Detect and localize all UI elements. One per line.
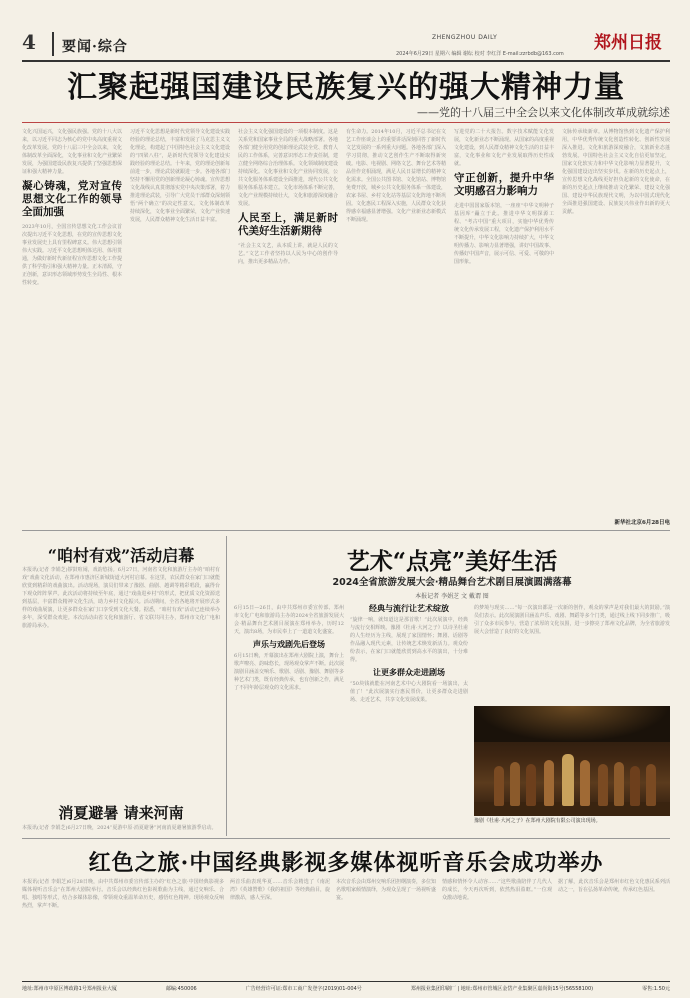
footer-price: 零售:1.50元 [642,986,670,992]
top-subtitle: ——党的十八届三中全会以来文化体制改革成就综述 [417,106,670,119]
yishu-heading: 经典与流行让艺术绽放 [369,604,449,613]
article-column: 习近平文化思想是新时代党领导文化建设实践经验的理论总结，丰富和发展了马克思主义文化理论，构建起了中国特色社会主义文化建设的“四梁八柱”，是新时代党领导文化建设实践经验的理论总结。十年来，党的理论创新每前进一步，理论武装就跟进一步。各地各部门坚持不懈用党的创新理论凝心铸魂。宣传思想文化战线认真贯彻落实党中央决策部署，着力推进理论武装，引导广大党员干部群众深刻领悟“两个确立”的决定性意义。文化体制改革持续深化，文化事业全面繁荣，文化产业快速发展，人民群众精神文化生活日益丰富。 [130,129,230,223]
article-column: 有生命力。2014年10月，习近平总书记在文艺工作座谈会上的重要讲话深刻回答了新时代文艺发展的一系列重大问题。各地各部门深入学习贯彻，推动文艺创作生产不断取得新突破。电影、电视剧、网络文艺、舞台艺术等精品佳作竞相涌现，满足人民日益增长的精神文化需求。全国公共图书馆、文化馆站、博物馆免费开放，城乡公共文化服务体系一体建设，农家书屋、乡村文化站等基层文化阵地不断巩固。文化惠民工程深入实施，人民群众文化获得感幸福感显著增强。文化产业新业态新模式不断涌现。 [346,129,446,223]
section-heading: 守正创新，提升中华文明感召力影响力 [454,172,554,197]
top-rule [22,122,670,123]
header-separator [52,32,54,56]
section-heading: 人民至上，满足新时代美好生活新期待 [238,212,338,237]
xiaoshu-headline: 消夏避暑 请来河南 [58,804,184,822]
section-rule [22,838,670,839]
section-heading: 凝心铸魂，党对宣传思想文化工作的领导全面加强 [22,180,122,218]
hongse-column: 据了解，此次音乐会是郑州市红色文化惠民系列活动之一，旨在弘扬革命传统，传承红色基因。 [558,879,670,893]
footer-postcode: 邮编:450006 [165,986,197,992]
photo-caption: 豫剧《杜甫·大河之子》在郑州大剧院有限公司演出现场。 [474,818,601,824]
hongse-headline: 红色之旅·中国经典影视多媒体视听音乐会成功举办 [88,850,604,876]
paper-logo: 郑州日报 [594,33,662,53]
footer [22,985,670,992]
yishu-subtitle: 2024全省旅游发展大会·精品舞台艺术剧目展演圆满落幕 [332,577,572,588]
xiaoshu-body: 本报讯(记者 李娟芝)6月27日晚，2024“夏游中原·消夏避暑”河南消夏避暑旅游季启动。 [22,825,217,831]
stage-photo [474,706,670,816]
yishu-heading: 声乐与戏剧先后登场 [253,639,325,649]
yishu-column: 的梦境与现实……“每一次演出都是一次新的创作，观众的掌声是对我们最大的鼓励。”演员们表示。此次展演剧目涵盖声乐、戏剧、舞蹈等多个门类，通过线上线下同步推广，吸引了众多市民参与，营造了浓厚的文化氛围，进一步擦亮了郑州文化品牌，为全省旅游发展大会营造了良好的文化氛围。 [474,605,670,635]
page-number: 4 [22,30,36,54]
yishu-byline: 本报记者 李娟芝 文 戴谓 图 [415,593,489,600]
article-column: 文化兴国运兴，文化强民族强。党的十八大以来，以习近平同志为核心的党中央高度重视文化改革发展。党的十八届三中全会以来，文化体制改革全面深化，文化事业和文化产业繁荣发展，为强国建设民族复兴提供了坚强思想保证和强大精神力量。 凝心铸魂，党对宣传思想文化工作的领导全面加强 2023年10月，全国宣传思想文化工作会议首次提出习近平文化思想，在党的宣传思想文化事业发展史上具有里程碑意义。伟大思想引领伟大实践。习近平文化思想明体达用、体用贯通，为做好新时代新征程宣传思想文化工作提供了科学指引和强大精神力量。正本清源，守正创新，意识形态领域形势发生全局性、根本性转变。 [22,129,122,286]
article-column: 写进党的二十大报告。数字技术赋能文化发展，文化新业态不断涌现。从国家的高度重视文化建设，到人民群众精神文化生活的日益丰富，文化事业和文化产业发展取得历史性成就。 守正创新，提升中华文明感召力影响力 走进中国国家版本馆，一座座“中华文明种子基因库”矗立于此。推进中华文明探源工程、“考古中国”重大项目，实施中华优秀传统文化传承发展工程，文化遗产保护利用水平不断提升，中华文化影响力持续扩大，中华文明传播力、影响力显著增强，讲好中国故事、传播好中国声音，展示可信、可爱、可敬的中国形象。 [454,129,554,265]
hongse-column: 情感和情怀令人动容……“这些歌曲陪伴了几代人的成长，今天再次听到，依然热泪盈眶。”一位观众激动地说。 [442,879,552,901]
top-headline: 汇聚起强国建设民族复兴的强大精神力量 [67,70,625,105]
yishu-headline: 艺术“点亮”美好生活 [346,548,558,575]
yishu-heading: 让更多群众走进剧场 [373,667,445,677]
section-rule [22,530,670,531]
hongse-column: 本次音乐会由郑州交响乐团担纲演奏，多位知名歌唱家倾情演绎，为观众呈现了一场视听盛宴。 [336,879,436,901]
xiyou-headline: “咱村有戏”活动启幕 [47,546,195,565]
yishu-column: 经典与流行让艺术绽放 “旋律一响，就知道这是那首歌！”此次展演中，经典与流行交相辉映。豫剧《杜甫·大河之子》以诗圣杜甫的人生经历为主线，展现了家国情怀；舞剧、话剧等作品融入现代元素，让传统艺术焕发新活力。观众纷纷表示，在家门口就能欣赏到高水平的演出，十分难得。 让更多群众走进剧场 “50块钱就能在河南艺术中心大剧院看一场演出，太值了！”此次展演实行惠民票价，让更多群众走进剧场、走近艺术，共享文化发展成果。 [350,604,468,703]
footer-ad-license: 广告经营许可证:郑市工商广发登字(2019)01-004号 [245,986,362,992]
xiyou-body: 本报讯(记者 李娟芝)锣鼓喧闹，戏韵悠扬。6月27日，河南省文化和旅游厅主办的“咱村有戏”戏曲文化活动，在郑州市惠济区新城街道大河村启幕。在这里，农民群众在家门口就能欣赏到精彩的戏曲演出。活动现场，演员们带来了豫剧、曲剧、越调等精彩唱段，赢得台下观众阵阵掌声。此次活动将持续至年底，通过“戏曲进乡村”的形式，把优质文化资源送到基层，丰富群众精神文化生活，助力乡村文化振兴。活动期间，全省各地将开展形式多样的戏曲展演，让更多群众在家门口享受到文化大餐。据悉，“咱村有戏”活动已连续举办多年，深受群众欢迎。本次活动由省文化和旅游厅、省文联共同主办，郑州市文化广电和旅游局承办。 [22,567,220,629]
section-name: 要闻·综合 [62,39,128,55]
hongse-column: 两首乐曲表现华夏……音乐会精选了《南泥湾》《英雄赞歌》《我的祖国》等经典曲目，旋律激昂，感人至深。 [230,879,330,901]
footer-address: 地址:郑州市中原区博政路1号郑州报业大厦 [22,986,117,992]
yishu-column: 6月15日—26日，由中共郑州市委宣传部、郑州市文化广电和旅游局主办的2024全省旅游发展大会·精品舞台艺术剧目展演在郑州举办，历时12天，演出8场，为市民奉上了一道道文化盛宴。 声乐与戏剧先后登场 6月15日晚，开幕演出在郑州大剧院上演，舞台上歌声嘹亮、韵味悠长，现场观众掌声不断。此次展演剧目涵盖交响乐、歌剧、话剧、豫剧、舞剧等多种艺术门类，既有经典传承，也有创新之作，满足了不同年龄层观众的文化需求。 [234,605,344,691]
article-column: 社会主义文化强国建设的一项根本制度。这是关系党和国家事业全局的重大战略部署。各地各部门健全用党的创新理论武装全党、教育人民的工作体系，完善意识形态工作责任制，建立健全网络综合治理体系。文化领域制度建设持续深化。文化事业和文化产业协同发展，公共文化服务体系建设全面推进，现代公共文化服务体系基本建立。文化市场体系不断完善，文化产业规模持续壮大，文化和旅游深度融合发展。 人民至上，满足新时代美好生活新期待 “社会主义文艺，从本质上讲，就是人民的文艺。”文艺工作者坚持以人民为中心的创作导向，推出更多精品力作。 [238,129,338,265]
paper-english-name: ZHENGZHOU DAILY [432,34,498,41]
footer-rule [22,981,670,982]
column-rule [226,536,227,836]
article-dateline: 新华社北京6月28日电 [614,520,670,526]
hongse-column: 本报讯(记者 李娟芝)6月28日晚，由中共郑州市委宣传部主办的“红色之旅·中国经典影视多媒体视听音乐会”在郑州大剧院举行。音乐会以经典红色影视歌曲为主线，通过交响乐、合唱、独唱等形式，结合多媒体影像，带领观众重温革命历史，感悟红色精神。现场观众反响热烈，掌声不断。 [22,879,224,909]
header-meta: 2024年6月29日 星期六 编辑 谢纭 校对 李红洋 E-mail:zzrbdb@163.com [396,51,564,57]
article-column: 文脉传承续新章。从博物馆热到文化遗产保护利用，中华优秀传统文化创造性转化、创新性发展深入推进。文化和旅游深度融合，文旅新业态蓬勃发展。中国特色社会主义文化自信更加坚定，国家文化软实力和中华文化影响力显著提升，文化强国建设迈出坚实步伐。在新的历史起点上，宣传思想文化战线更好担负起新的文化使命，在新的历史起点上继续推动文化繁荣、建设文化强国、建设中华民族现代文明，为以中国式现代化全面推进强国建设、民族复兴伟业作出新的更大贡献。 [562,129,670,215]
footer-printer: 郑州报业集团印刷厂 | 地址:郑州市管城区金岱产业集聚区嘉尚街15号(56558100) [410,986,594,992]
stage-lighting [474,706,670,742]
